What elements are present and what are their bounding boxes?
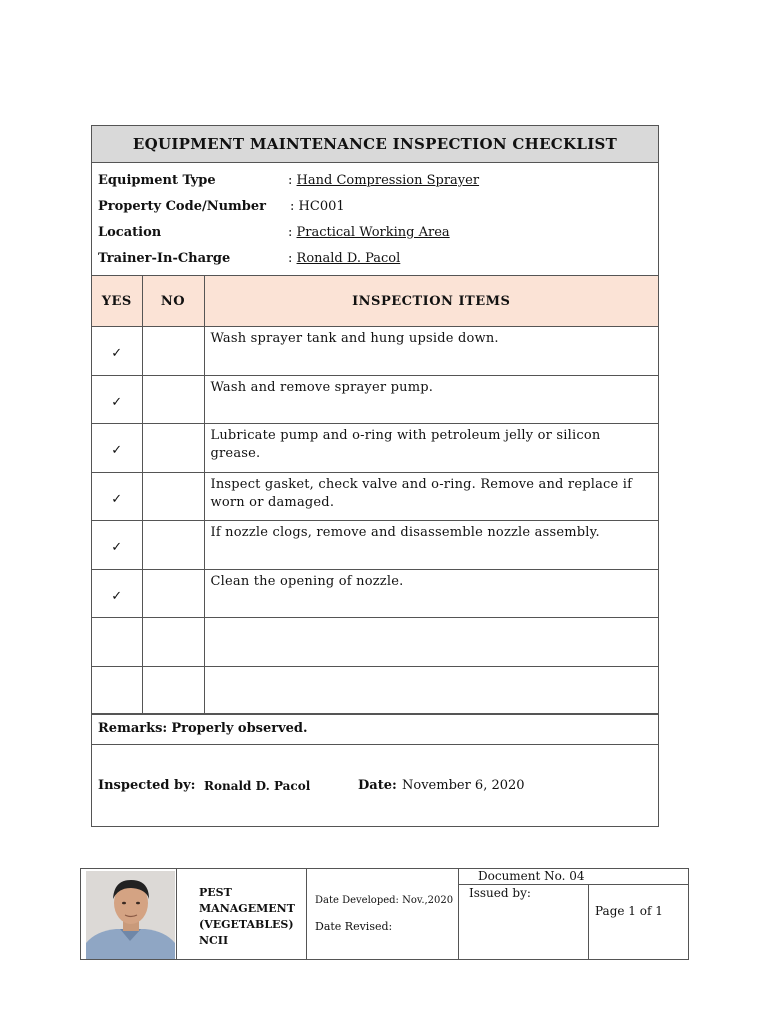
yes-checkbox-cell[interactable] xyxy=(92,521,142,570)
inspection-item-text: Wash sprayer tank and hung upside down. xyxy=(204,327,658,376)
footer-document-cell xyxy=(459,869,688,959)
inspected-by-label: Inspected by: xyxy=(98,778,196,793)
no-checkbox-cell[interactable] xyxy=(142,424,204,473)
no-column-header: NO xyxy=(142,276,204,327)
no-checkbox-cell[interactable] xyxy=(142,327,204,376)
date-label: Date: xyxy=(358,778,397,793)
inspection-item-text: Inspect gasket, check valve and o-ring. Remove and replace if worn or damaged. xyxy=(204,472,658,521)
no-checkbox-cell[interactable] xyxy=(142,618,204,667)
date-value: November 6, 2020 xyxy=(402,778,525,793)
remarks xyxy=(92,713,658,745)
inspection-item-text: If nozzle clogs, remove and disassemble nozzle assembly. xyxy=(204,521,658,570)
checkmark-icon: ✓ xyxy=(111,346,123,362)
inspection-item-text: Lubricate pump and o-ring with petroleum jelly or silicon grease. xyxy=(204,424,658,473)
property-code-value: : HC001 xyxy=(290,199,345,214)
equipment-type-label: Equipment Type xyxy=(98,173,216,188)
table-row xyxy=(92,472,658,521)
checkmark-icon: ✓ xyxy=(111,491,123,507)
no-checkbox-cell[interactable] xyxy=(142,472,204,521)
property-code-row xyxy=(98,196,653,218)
inspection-rows xyxy=(92,327,658,715)
trainer-photo xyxy=(86,871,175,959)
date-revised: Date Revised: xyxy=(315,920,393,933)
table-row xyxy=(92,327,658,376)
yes-checkbox-cell[interactable] xyxy=(92,424,142,473)
location-row xyxy=(98,222,653,244)
issued-by-cell xyxy=(459,885,589,959)
signoff-row xyxy=(98,778,653,798)
remarks-value: Properly observed. xyxy=(171,721,308,736)
issued-by-label: Issued by: xyxy=(469,886,531,900)
document-number: Document No. 04 xyxy=(459,869,688,885)
person-icon xyxy=(86,871,175,959)
property-code-label: Property Code/Number xyxy=(98,199,267,214)
footer-photo-cell xyxy=(81,869,177,959)
equipment-type-value: : Hand Compression Sprayer xyxy=(288,173,480,188)
date-developed: Date Developed: Nov.,2020 xyxy=(315,895,454,906)
remarks-label: Remarks: xyxy=(98,721,168,736)
inspection-table xyxy=(92,275,658,715)
yes-checkbox-cell[interactable] xyxy=(92,327,142,376)
checkmark-icon: ✓ xyxy=(111,394,123,410)
yes-column-header: YES xyxy=(92,276,142,327)
table-row xyxy=(92,618,658,667)
table-row xyxy=(92,375,658,424)
table-row xyxy=(92,521,658,570)
no-checkbox-cell[interactable] xyxy=(142,521,204,570)
no-checkbox-cell[interactable] xyxy=(142,569,204,618)
course-title: PEST MANAGEMENT (VEGETABLES) NCII xyxy=(199,886,295,947)
location-value: : Practical Working Area xyxy=(288,225,450,240)
checkmark-icon: ✓ xyxy=(111,443,123,459)
yes-checkbox-cell[interactable] xyxy=(92,375,142,424)
trainer-row xyxy=(98,248,653,270)
inspection-item-text xyxy=(204,666,658,715)
table-row xyxy=(92,424,658,473)
inspection-checklist xyxy=(91,125,659,827)
no-checkbox-cell[interactable] xyxy=(142,666,204,715)
inspected-by-value: Ronald D. Pacol xyxy=(204,779,311,793)
inspection-item-text: Clean the opening of nozzle. xyxy=(204,569,658,618)
checklist-title: EQUIPMENT MAINTENANCE INSPECTION CHECKLIST xyxy=(92,126,658,163)
inspection-item-text: Wash and remove sprayer pump. xyxy=(204,375,658,424)
footer-course-cell xyxy=(177,869,307,959)
yes-checkbox-cell[interactable] xyxy=(92,666,142,715)
equipment-type-row xyxy=(98,170,653,192)
yes-checkbox-cell[interactable] xyxy=(92,569,142,618)
document-footer xyxy=(80,868,689,960)
table-header-row xyxy=(92,276,658,327)
footer-dates-cell xyxy=(307,869,459,959)
no-checkbox-cell[interactable] xyxy=(142,375,204,424)
checkmark-icon: ✓ xyxy=(111,588,123,604)
location-label: Location xyxy=(98,225,162,240)
page-number: Page 1 of 1 xyxy=(595,904,663,918)
checkmark-icon: ✓ xyxy=(111,540,123,556)
yes-checkbox-cell[interactable] xyxy=(92,618,142,667)
inspection-item-text xyxy=(204,618,658,667)
trainer-label: Trainer-In-Charge xyxy=(98,251,231,266)
table-row xyxy=(92,569,658,618)
trainer-value: : Ronald D. Pacol xyxy=(288,251,401,266)
yes-checkbox-cell[interactable] xyxy=(92,472,142,521)
items-column-header: INSPECTION ITEMS xyxy=(204,276,658,327)
table-row xyxy=(92,666,658,715)
